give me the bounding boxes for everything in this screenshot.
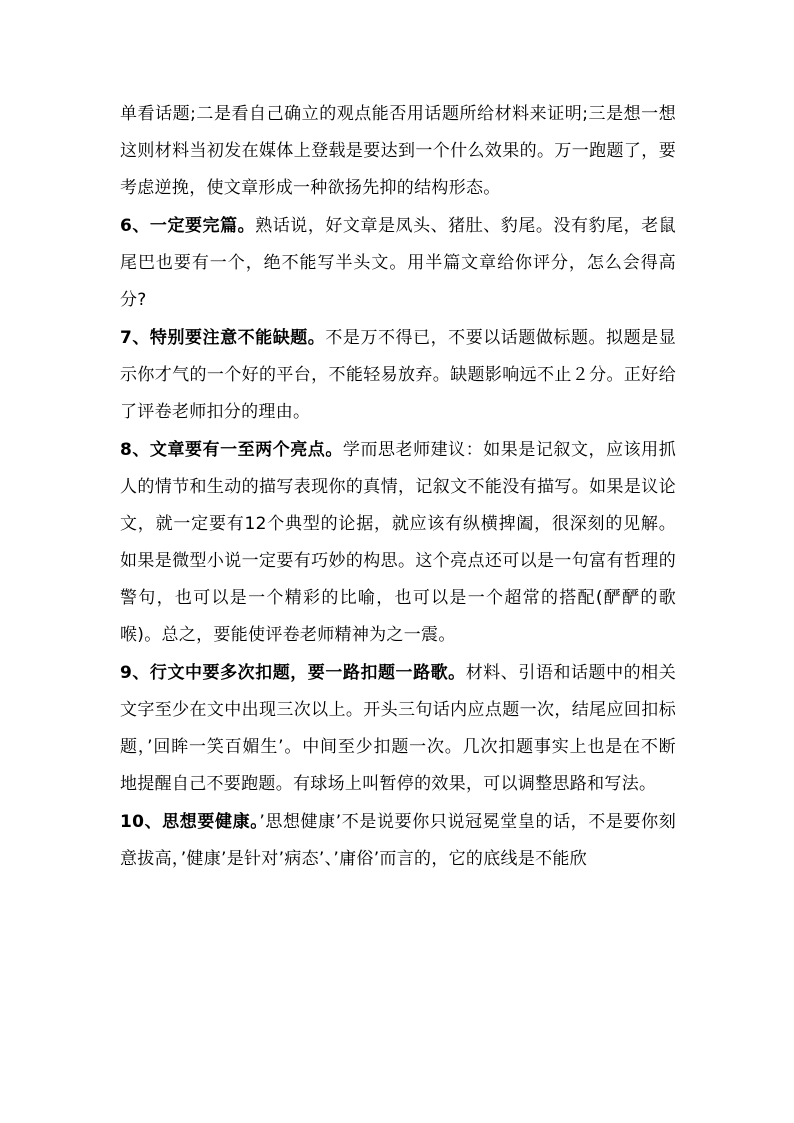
paragraph-heading: 10、思想要健康。 — [120, 812, 260, 832]
paragraph-heading: 9、行文中要多次扣题，要一路扣题一路歌。 — [120, 663, 466, 683]
document-body — [120, 96, 676, 879]
paragraph-text: ’思想健康’不是说要你只说冠冕堂皇的话，不是要你刻意拔高，’健康’是针对’病态’、’庸俗’而言的，它的底线是不能欣 — [120, 812, 677, 869]
paragraph-text: 不是万不得已，不要以话题做标题。拟题是显示你才气的一个好的平台，不能轻易放弃。缺题影响远不止２分。正好给了评卷老师扣分的理由。 — [120, 328, 676, 422]
paragraph-item-9 — [120, 655, 676, 803]
paragraph-heading: 7、特别要注意不能缺题。 — [120, 328, 326, 348]
paragraph-item-10 — [120, 804, 676, 878]
paragraph-text: 单看话题;二是看自己确立的观点能否用话题所给材料来证明;三是想一想这则材料当初发在媒体上登载是要达到一个什么效果的。万一跑题了，要考虑逆挽，使文章形成一种欲扬先抑的结构形态。 — [120, 104, 676, 198]
paragraph-text: 学而思老师建议：如果是记叙文，应该用抓人的情节和生动的描写表现你的真情，记叙文不能没有描写。如果是议论文，就一定要有12个典型的论据，就应该有纵横捭阖，很深刻的见解。如果是微型小说一定要有巧妙的构思。这个亮点还可以是一句富有哲理的警句，也可以是一个精彩的比喻，也可以是一个超常的搭配(酽酽的歌喉)。总之，要能使评卷老师精神为之一震。 — [120, 440, 676, 645]
paragraph-continuation — [120, 96, 676, 207]
paragraph-heading: 8、文章要有一至两个亮点。 — [120, 440, 343, 460]
paragraph-item-7 — [120, 320, 676, 431]
paragraph-text: 熟话说，好文章是凤头、猪肚、豹尾。没有豹尾，老鼠尾巴也要有一个，绝不能写半头文。用半篇文章给你评分，怎么会得高分? — [120, 216, 676, 310]
paragraph-item-8 — [120, 432, 676, 654]
paragraph-heading: 6、一定要完篇。 — [120, 216, 256, 236]
paragraph-text: 材料、引语和话题中的相关文字至少在文中出现三次以上。开头三句话内应点题一次，结尾应回扣标题，’回眸一笑百媚生’。中间至少扣题一次。几次扣题事实上也是在不断地提醒自己不要跑题。有球场上叫暂停的效果，可以调整思路和写法。 — [120, 663, 677, 794]
paragraph-item-6 — [120, 208, 676, 319]
